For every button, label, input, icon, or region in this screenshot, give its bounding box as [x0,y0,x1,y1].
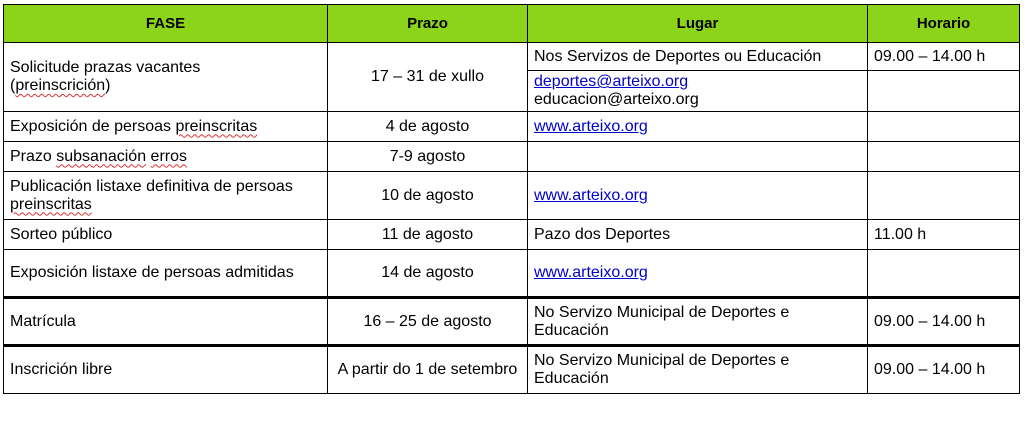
misspelled-word: erros [150,147,187,165]
table-row-2 [4,112,1020,142]
fase-text: ) [105,77,111,94]
fase-text: Prazo [10,147,57,165]
table-row-6 [4,250,1020,298]
header-row [4,5,1020,43]
cell-fase: Inscrición libre [4,346,328,394]
email-text-educacion: educacion@arteixo.org [534,91,699,109]
header-horario: Horario [868,5,1020,43]
cell-fase [4,172,328,220]
cell-prazo: 11 de agosto [328,220,528,250]
cell-prazo: 4 de agosto [328,112,528,142]
table-row-5 [4,220,1020,250]
cell-prazo: 7-9 agosto [328,142,528,172]
cell-prazo: 16 – 25 de agosto [328,298,528,346]
cell-fase: Exposición listaxe de persoas admitidas [4,250,328,298]
cell-horario: 09.00 – 14.00 h [868,43,1020,71]
cell-fase [4,112,328,142]
website-link[interactable]: www.arteixo.org [534,264,648,281]
cell-lugar [528,172,868,220]
cell-horario [868,71,1020,112]
misspelled-word: subsanación [56,147,147,165]
email-link-deportes[interactable]: deportes@arteixo.org [534,73,689,91]
fase-text: ( [10,77,16,94]
cell-horario: 09.00 – 14.00 h [868,346,1020,394]
header-prazo: Prazo [328,5,528,43]
cell-horario [868,112,1020,142]
fase-text: Publicación listaxe definitiva de persoas [10,177,293,195]
table-row-1a [4,43,1020,71]
cell-horario [868,250,1020,298]
fase-text: Exposición de persoas [10,117,176,135]
cell-lugar [528,71,868,112]
cell-fase [4,43,328,112]
table-row-4 [4,172,1020,220]
cell-fase [4,142,328,172]
cell-lugar: Nos Servizos de Deportes ou Educación [528,43,868,71]
misspelled-word: preinscritas [10,195,92,213]
cell-horario: 11.00 h [868,220,1020,250]
cell-lugar: No Servizo Municipal de Deportes e Educación [528,298,868,346]
cell-fase: Sorteo público [4,220,328,250]
cell-prazo: 14 de agosto [328,250,528,298]
cell-horario [868,172,1020,220]
cell-lugar: No Servizo Municipal de Deportes e Educación [528,346,868,394]
header-fase: FASE [4,5,328,43]
header-lugar: Lugar [528,5,868,43]
website-link[interactable]: www.arteixo.org [534,117,648,135]
cell-lugar: Pazo dos Deportes [528,220,868,250]
table-row-7 [4,298,1020,346]
misspelled-word: preinscritas [175,117,258,135]
table-row-8 [4,346,1020,394]
schedule-table [3,4,1020,394]
cell-lugar [528,112,868,142]
cell-horario: 09.00 – 14.00 h [868,298,1020,346]
website-link[interactable]: www.arteixo.org [534,186,648,204]
cell-fase: Matrícula [4,298,328,346]
misspelled-word: preinscrición [15,77,106,94]
cell-horario [868,142,1020,172]
cell-prazo: A partir do 1 de setembro [328,346,528,394]
cell-lugar [528,250,868,298]
table-row-3 [4,142,1020,172]
cell-prazo: 17 – 31 de xullo [328,43,528,112]
cell-prazo: 10 de agosto [328,172,528,220]
cell-lugar [528,142,868,172]
fase-text: Solicitude prazas vacantes [10,59,201,76]
